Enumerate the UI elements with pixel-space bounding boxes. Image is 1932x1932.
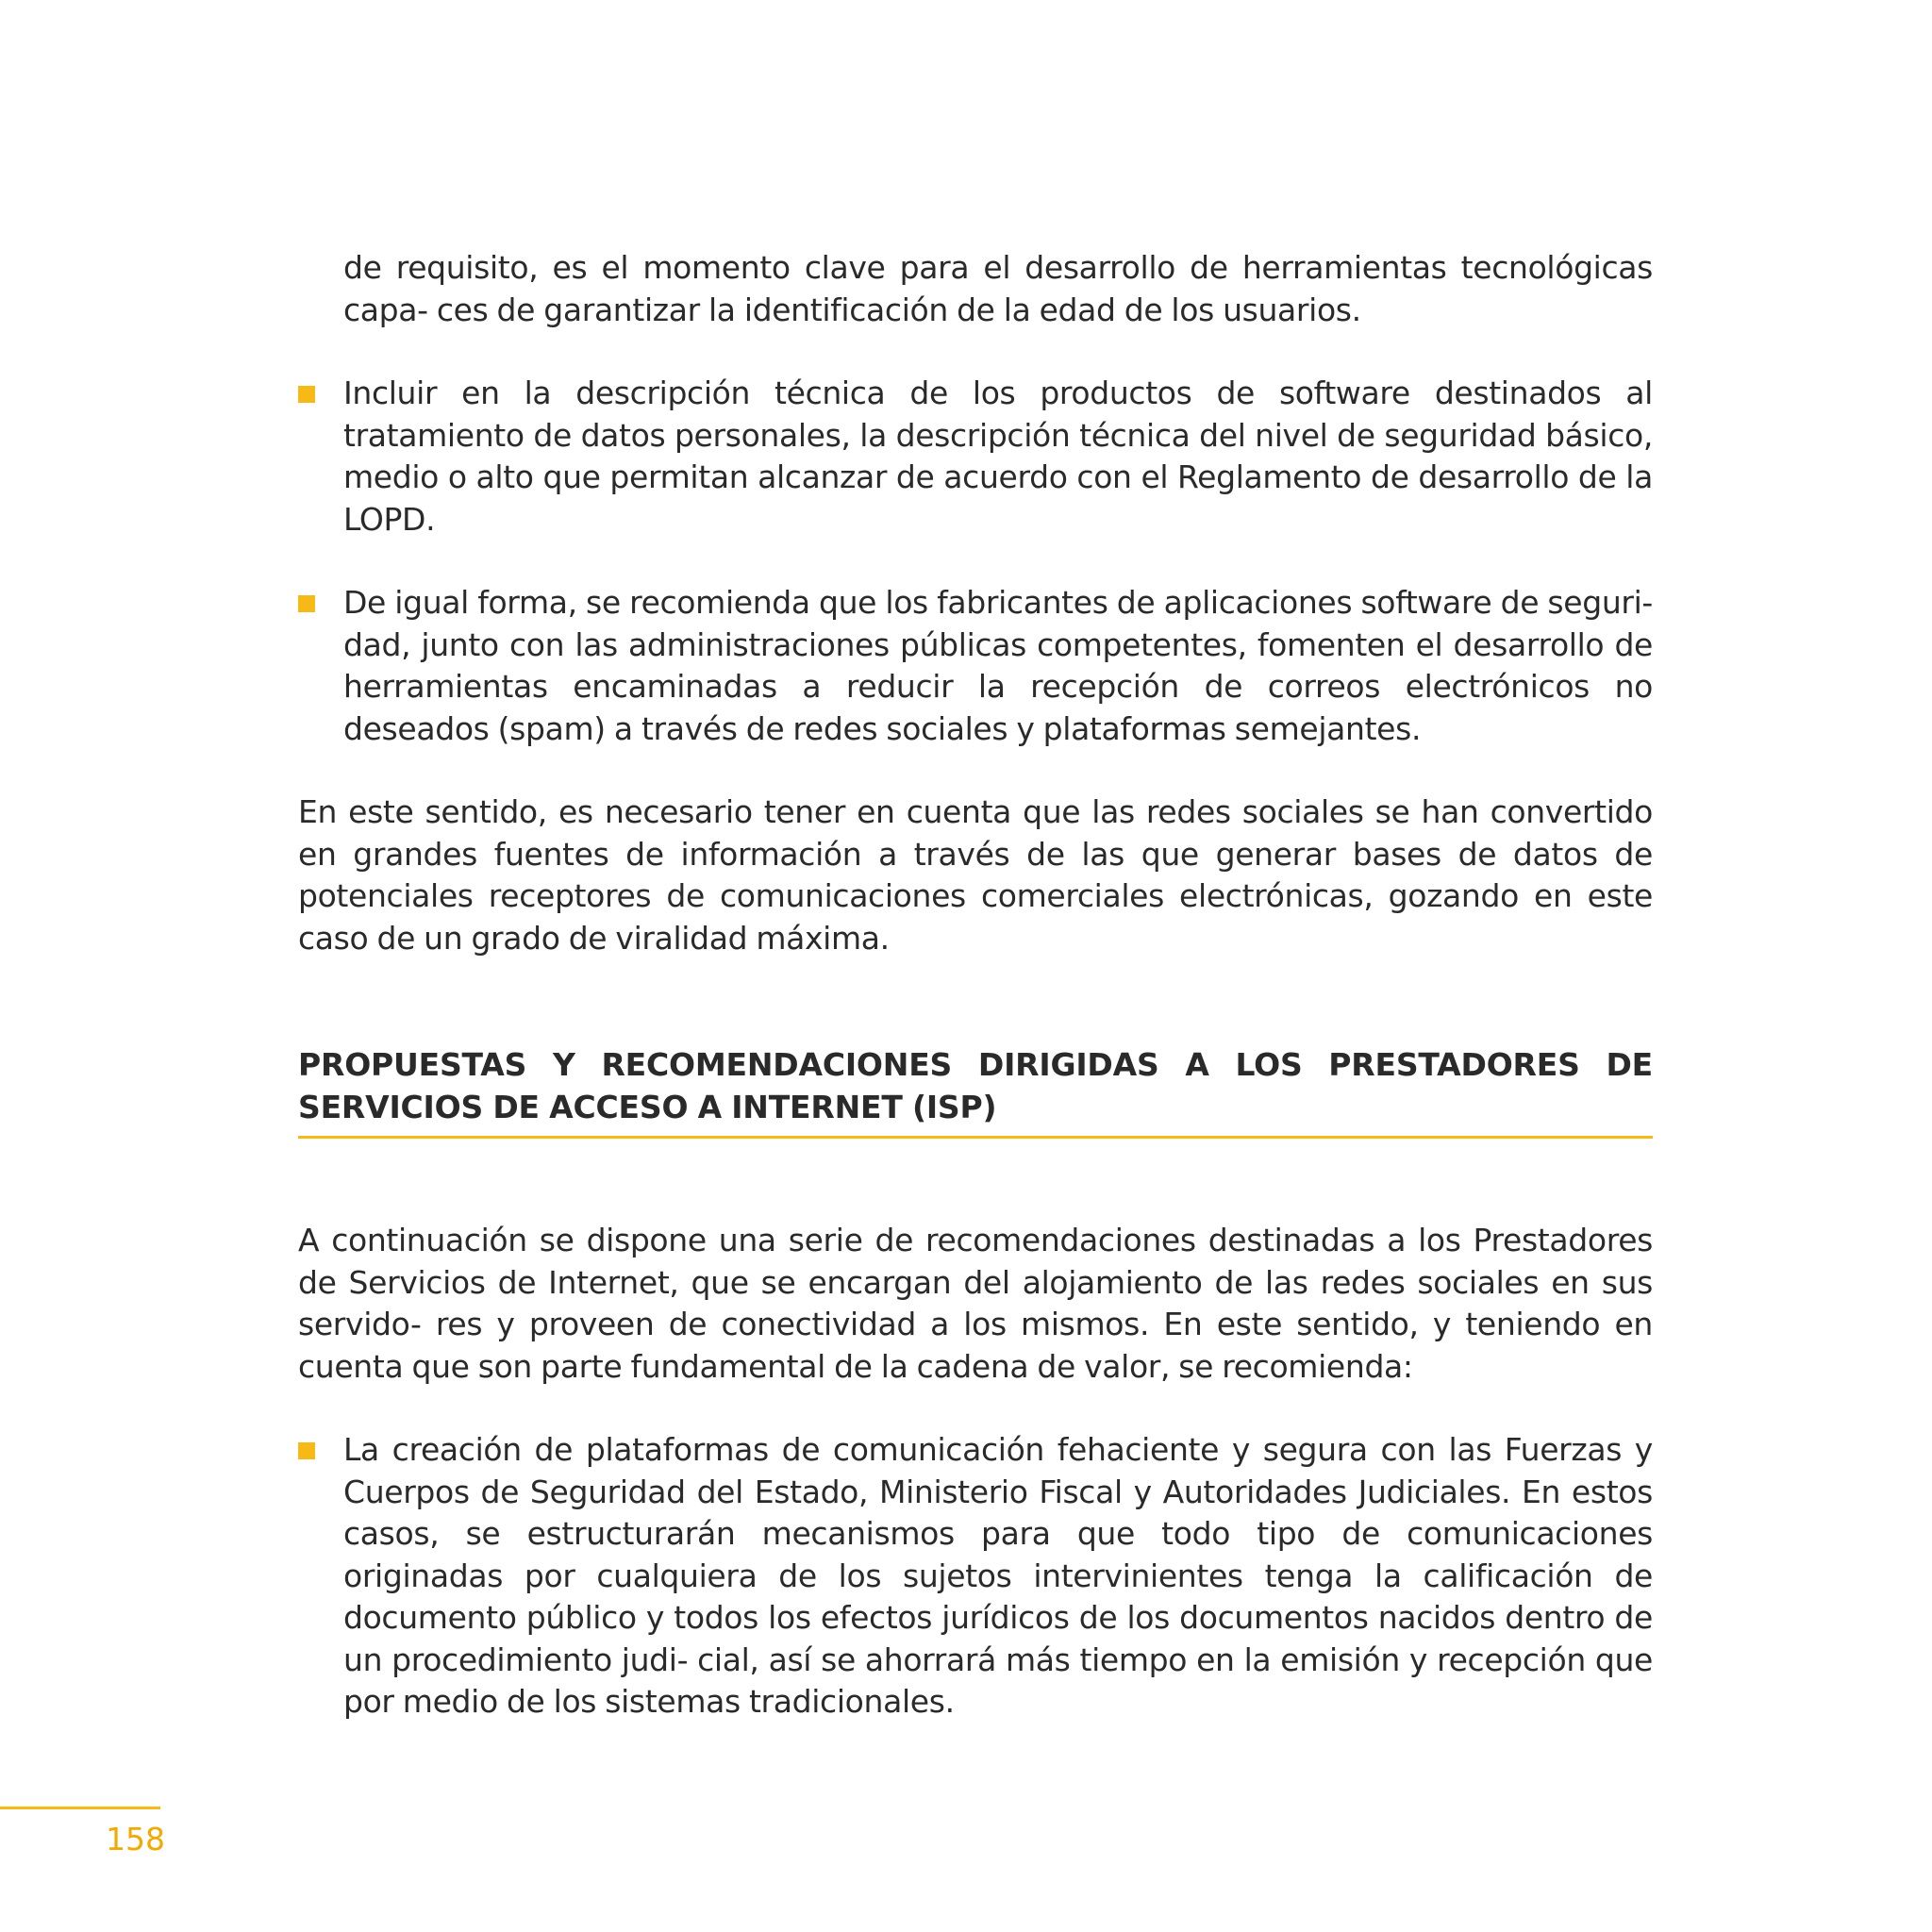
document-body [298, 247, 1653, 1724]
body-paragraph: A continuación se dispone una serie de recomendaciones destinadas a los Prestadores de Servicios de Internet, que se encargan del alojamiento de las redes sociales en sus servido- res y proveen de conectividad a los mismos. En este sentido, y teniendo en cuenta que son parte fundamental de la cadena de valor, se recomienda: [298, 1222, 1653, 1385]
square-bullet-icon [298, 386, 315, 403]
list-item-text: La creación de plataformas de comunicación fehaciente y segura con las Fuerzas y Cuerpos de Seguridad del Estado, Ministerio Fiscal y Autoridades Judiciales. En estos casos, se estructurarán mecanismos para que todo tipo de comunicaciones originadas por cualquiera de los sujetos intervinientes tenga la calificación de documento público y todos los efectos jurídicos de los documentos nacidos dentro de un procedimiento judi- cial, así se ahorrará más tiempo en la emisión y recepción que por medio de los sistemas tradicionales. [343, 1431, 1653, 1720]
list-item [298, 1429, 1653, 1724]
page-number: 158 [106, 1821, 165, 1857]
square-bullet-icon [298, 1442, 315, 1459]
continuation-paragraph: de requisito, es el momento clave para el desarrollo de herramientas tecnológicas capa- ces de garantizar la identificación de la edad de los usuarios. [343, 249, 1653, 328]
list-item-text: De igual forma, se recomienda que los fabricantes de aplicaciones software de seguri- dad, junto con las administraciones públicas competentes, fomenten el desarrollo de herramientas encaminadas a reducir la recepción de correos electrónicos no deseados (spam) a través de redes sociales y plataformas semejantes. [343, 584, 1653, 747]
list-item-text: Incluir en la descripción técnica de los productos de software destinados al tratamiento de datos personales, la descripción técnica del nivel de seguridad básico, medio o alto que permitan alcanzar de acuerdo con el Reglamento de desarrollo de la LOPD. [343, 375, 1653, 538]
page-number-rule [0, 1807, 160, 1809]
square-bullet-icon [298, 595, 315, 612]
list-item [298, 582, 1653, 750]
list-item [298, 373, 1653, 541]
section-title: PROPUESTAS Y RECOMENDACIONES DIRIGIDAS A LOS PRESTADORES DE SERVICIOS DE ACCESO A INTERNET (ISP) [298, 1044, 1653, 1139]
body-paragraph: En este sentido, es necesario tener en cuenta que las redes sociales se han convertido en grandes fuentes de información a través de las que generar bases de datos de potenciales receptores de comunicaciones comerciales electrónicas, gozando en este caso de un grado de viralidad máxima. [298, 793, 1653, 957]
